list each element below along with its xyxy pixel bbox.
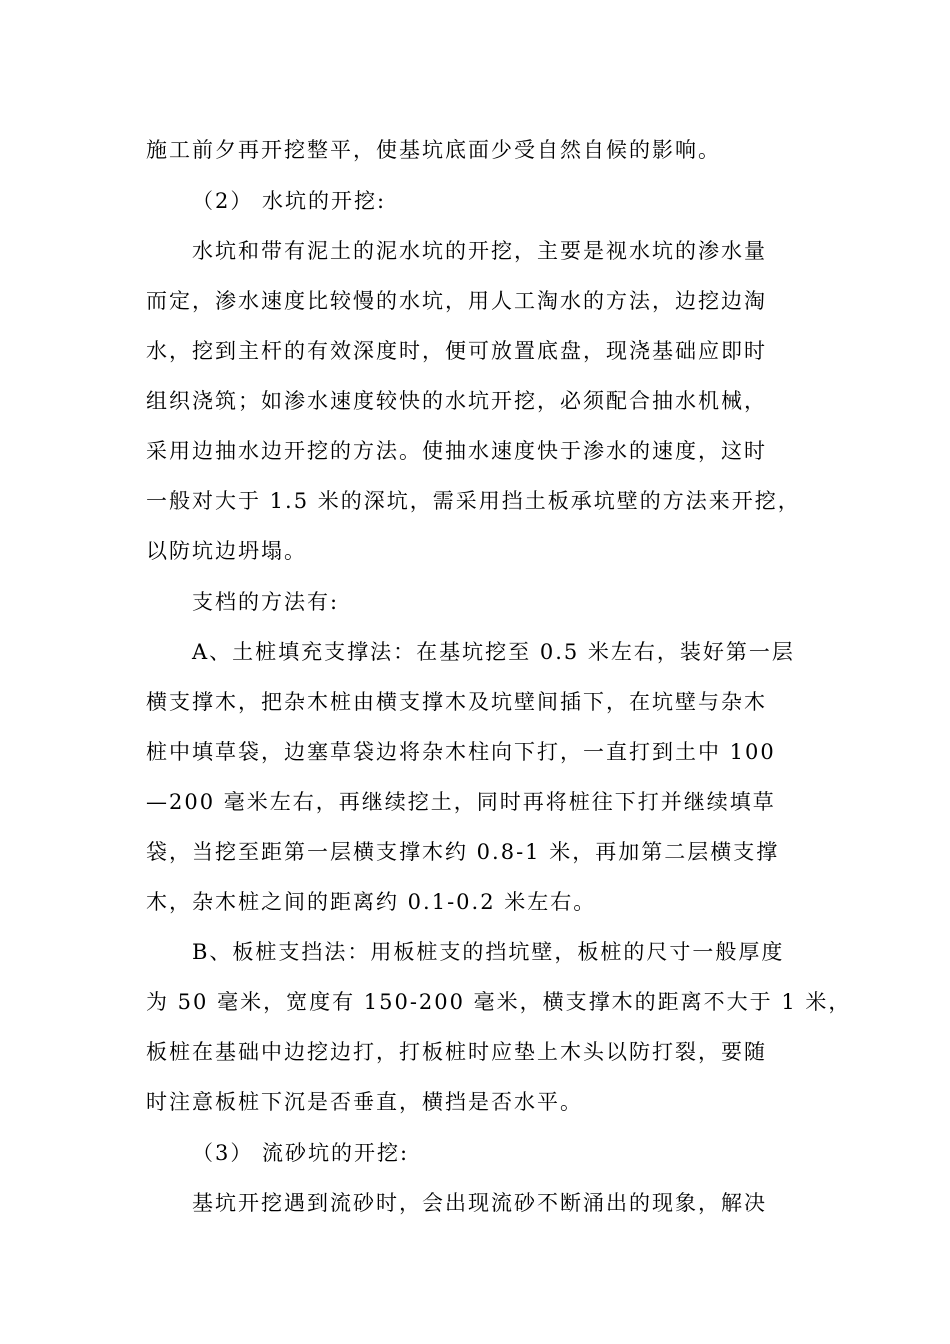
paragraph-line: 基坑开挖遇到流砂时，会出现流砂不断涌出的现象，解决: [192, 1191, 767, 1215]
paragraph-line: 板桩在基础中边挖边打，打板桩时应垫上木头以防打裂，要随: [146, 1040, 767, 1064]
paragraph-line: 木，杂木桩之间的距离约 0.1-0.2 米左右。: [146, 890, 597, 914]
paragraph-line: 而定，渗水速度比较慢的水坑，用人工淘水的方法，边挖边淘: [146, 289, 767, 313]
paragraph-line: 时注意板桩下沉是否垂直，横挡是否水平。: [146, 1090, 583, 1114]
section-heading-quicksand-pit: （3） 流砂坑的开挖:: [192, 1141, 410, 1165]
paragraph-line: 水坑和带有泥土的泥水坑的开挖，主要是视水坑的渗水量: [192, 239, 767, 263]
paragraph-line: 袋，当挖至距第一层横支撑木约 0.8-1 米，再加第二层横支撑: [146, 840, 780, 864]
paragraph-line: 水，挖到主杆的有效深度时，便可放置底盘，现浇基础应即时: [146, 339, 767, 363]
paragraph-line: B、板桩支挡法：用板桩支的挡坑壁，板桩的尺寸一般厚度: [192, 940, 785, 964]
paragraph-line: 一般对大于 1.5 米的深坑，需采用挡土板承坑壁的方法来开挖，: [146, 489, 801, 513]
paragraph-line: 支档的方法有:: [192, 590, 340, 614]
paragraph-line: —200 毫米左右，再继续挖土，同时再将桩往下打并继续填草: [146, 790, 776, 814]
section-heading-water-pit: （2） 水坑的开挖:: [192, 189, 387, 213]
paragraph-line: 为 50 毫米，宽度有 150-200 毫米，横支撑木的距离不大于 1 米，: [146, 990, 852, 1014]
paragraph-line: 以防坑边坍塌。: [146, 539, 307, 563]
paragraph-line: 横支撑木，把杂木桩由横支撑木及坑壁间插下，在坑壁与杂木: [146, 690, 767, 714]
paragraph-line: 采用边抽水边开挖的方法。使抽水速度快于渗水的速度，这时: [146, 439, 767, 463]
paragraph-line: 桩中填草袋，边塞草袋边将杂木柱向下打，一直打到土中 100: [146, 740, 776, 764]
paragraph-line: 组织浇筑；如渗水速度较快的水坑开挖，必须配合抽水机械，: [146, 389, 767, 413]
paragraph-continuation-line: 施工前夕再开挖整平，使基坑底面少受自然自候的影响。: [146, 138, 721, 162]
paragraph-line: A、土桩填充支撑法：在基坑挖至 0.5 米左右，装好第一层: [192, 640, 795, 664]
